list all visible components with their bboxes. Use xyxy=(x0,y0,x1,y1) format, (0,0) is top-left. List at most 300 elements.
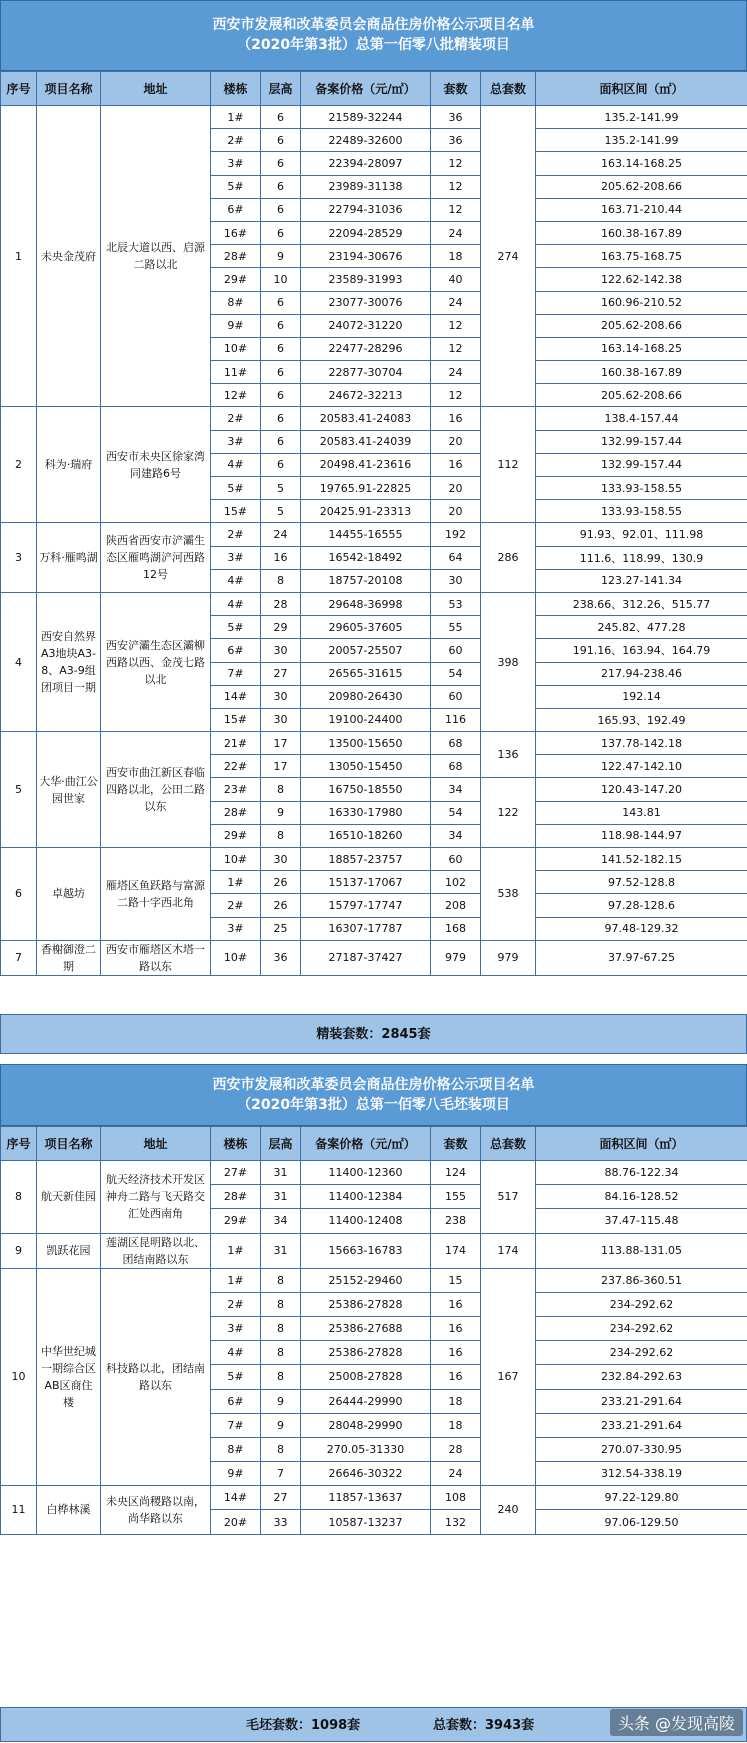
total-units-cell: 517 xyxy=(481,1161,536,1234)
area-range-cell: 122.62-142.38 xyxy=(536,268,747,291)
price-cell: 24072-31220 xyxy=(301,314,431,337)
floors-cell: 6 xyxy=(261,430,301,453)
table-header-row xyxy=(1,72,747,106)
units-cell: 24 xyxy=(431,1462,481,1486)
table-row xyxy=(1,1233,747,1268)
total-units-cell: 274 xyxy=(481,106,536,407)
floors-cell: 8 xyxy=(261,824,301,847)
units-cell: 54 xyxy=(431,801,481,824)
area-range-cell: 97.28-128.6 xyxy=(536,894,747,917)
building-cell: 29# xyxy=(211,824,261,847)
price-cell: 270.05-31330 xyxy=(301,1437,431,1461)
area-range-cell: 160.96-210.52 xyxy=(536,291,747,314)
total-units-cell: 174 xyxy=(481,1233,536,1268)
area-range-cell: 237.86-360.51 xyxy=(536,1268,747,1292)
units-cell: 16 xyxy=(431,1341,481,1365)
floors-cell: 8 xyxy=(261,778,301,801)
project-number: 7 xyxy=(1,940,37,975)
floors-cell: 33 xyxy=(261,1510,301,1534)
units-cell: 68 xyxy=(431,732,481,755)
title2-line-1: 西安市发展和改革委员会商品住房价格公示项目名单 xyxy=(1,1075,746,1095)
area-range-cell: 143.81 xyxy=(536,801,747,824)
area-range-cell: 111.6、118.99、130.9 xyxy=(536,546,747,569)
units-cell: 238 xyxy=(431,1209,481,1233)
area-range-cell: 91.93、92.01、111.98 xyxy=(536,523,747,546)
area-range-cell: 120.43-147.20 xyxy=(536,778,747,801)
units-cell: 12 xyxy=(431,175,481,198)
floors-cell: 6 xyxy=(261,384,301,407)
project-address: 莲湖区昆明路以北、团结南路以东 xyxy=(101,1233,211,1268)
units-cell: 20 xyxy=(431,477,481,500)
project-number: 3 xyxy=(1,523,37,593)
project-name: 凯跃花园 xyxy=(37,1233,101,1268)
column-header: 楼栋 xyxy=(211,1127,261,1161)
building-cell: 22# xyxy=(211,755,261,778)
area-range-cell: 97.52-128.8 xyxy=(536,871,747,894)
floors-cell: 30 xyxy=(261,848,301,871)
area-range-cell: 163.75-168.75 xyxy=(536,245,747,268)
building-cell: 5# xyxy=(211,175,261,198)
area-range-cell: 37.47-115.48 xyxy=(536,1209,747,1233)
units-cell: 30 xyxy=(431,569,481,592)
project-number: 9 xyxy=(1,1233,37,1268)
units-cell: 64 xyxy=(431,546,481,569)
price-cell: 11400-12408 xyxy=(301,1209,431,1233)
table-row xyxy=(1,407,747,430)
price-cell: 16510-18260 xyxy=(301,824,431,847)
title2-line-2: （2020年第3批）总第一佰零八毛坯装项目 xyxy=(1,1095,746,1115)
column-header: 总套数 xyxy=(481,1127,536,1161)
project-address: 西安市雁塔区木塔一路以东 xyxy=(101,940,211,975)
units-cell: 174 xyxy=(431,1233,481,1268)
building-cell: 4# xyxy=(211,453,261,476)
price-cell: 23194-30676 xyxy=(301,245,431,268)
building-cell: 10# xyxy=(211,848,261,871)
price-cell: 22489-32600 xyxy=(301,129,431,152)
floors-cell: 6 xyxy=(261,361,301,384)
price-cell: 16750-18550 xyxy=(301,778,431,801)
finished-projects-table xyxy=(0,71,747,976)
units-cell: 18 xyxy=(431,245,481,268)
building-cell: 4# xyxy=(211,569,261,592)
units-cell: 16 xyxy=(431,453,481,476)
area-range-cell: 205.62-208.66 xyxy=(536,384,747,407)
column-header: 面积区间（㎡） xyxy=(536,1127,747,1161)
project-address: 北辰大道以西、启源二路以北 xyxy=(101,106,211,407)
floors-cell: 6 xyxy=(261,129,301,152)
building-cell: 7# xyxy=(211,1413,261,1437)
floors-cell: 8 xyxy=(261,1268,301,1292)
price-cell: 29605-37605 xyxy=(301,616,431,639)
building-cell: 7# xyxy=(211,662,261,685)
floors-cell: 28 xyxy=(261,592,301,615)
area-range-cell: 141.52-182.15 xyxy=(536,848,747,871)
building-cell: 28# xyxy=(211,245,261,268)
project-number: 6 xyxy=(1,848,37,941)
floors-cell: 27 xyxy=(261,662,301,685)
finished-count: 精装套数：2845套 xyxy=(316,1027,430,1042)
floors-cell: 6 xyxy=(261,291,301,314)
floors-cell: 27 xyxy=(261,1486,301,1510)
price-cell: 19100-24400 xyxy=(301,708,431,731)
floors-cell: 17 xyxy=(261,755,301,778)
units-cell: 36 xyxy=(431,129,481,152)
units-cell: 34 xyxy=(431,824,481,847)
units-cell: 208 xyxy=(431,894,481,917)
building-cell: 8# xyxy=(211,291,261,314)
area-range-cell: 192.14 xyxy=(536,685,747,708)
building-cell: 5# xyxy=(211,1365,261,1389)
price-cell: 25386-27828 xyxy=(301,1292,431,1316)
building-cell: 5# xyxy=(211,477,261,500)
floors-cell: 10 xyxy=(261,268,301,291)
building-cell: 3# xyxy=(211,546,261,569)
area-range-cell: 137.78-142.18 xyxy=(536,732,747,755)
building-cell: 1# xyxy=(211,1268,261,1292)
building-cell: 2# xyxy=(211,894,261,917)
column-header: 项目名称 xyxy=(37,72,101,106)
units-cell: 18 xyxy=(431,1413,481,1437)
area-range-cell: 123.27-141.34 xyxy=(536,569,747,592)
area-range-cell: 234-292.62 xyxy=(536,1316,747,1340)
building-cell: 14# xyxy=(211,685,261,708)
floors-cell: 30 xyxy=(261,708,301,731)
column-header: 层高 xyxy=(261,72,301,106)
price-cell: 23989-31138 xyxy=(301,175,431,198)
floors-cell: 9 xyxy=(261,801,301,824)
units-cell: 12 xyxy=(431,314,481,337)
building-cell: 12# xyxy=(211,384,261,407)
units-cell: 132 xyxy=(431,1510,481,1534)
price-cell: 18857-23757 xyxy=(301,848,431,871)
area-range-cell: 97.22-129.80 xyxy=(536,1486,747,1510)
area-range-cell: 312.54-338.19 xyxy=(536,1462,747,1486)
section-title-rough xyxy=(0,1064,747,1126)
price-cell: 15137-17067 xyxy=(301,871,431,894)
price-cell: 11400-12384 xyxy=(301,1185,431,1209)
title-line-2: （2020年第3批）总第一佰零八批精装项目 xyxy=(1,35,746,55)
rough-count: 毛坯套数：1098套 xyxy=(246,1708,360,1743)
building-cell: 3# xyxy=(211,430,261,453)
price-cell: 26444-29990 xyxy=(301,1389,431,1413)
floors-cell: 36 xyxy=(261,940,301,975)
building-cell: 10# xyxy=(211,337,261,360)
floors-cell: 30 xyxy=(261,685,301,708)
units-cell: 168 xyxy=(431,917,481,940)
section-divider xyxy=(0,1054,747,1064)
building-cell: 29# xyxy=(211,268,261,291)
area-range-cell: 245.82、477.28 xyxy=(536,616,747,639)
total-units-cell: 979 xyxy=(481,940,536,975)
table-row xyxy=(1,848,747,871)
area-range-cell: 270.07-330.95 xyxy=(536,1437,747,1461)
building-cell: 20# xyxy=(211,1510,261,1534)
building-cell: 10# xyxy=(211,940,261,975)
area-range-cell: 205.62-208.66 xyxy=(536,175,747,198)
price-cell: 26646-30322 xyxy=(301,1462,431,1486)
building-cell: 2# xyxy=(211,523,261,546)
project-name: 万科·雁鸣湖 xyxy=(37,523,101,593)
units-cell: 15 xyxy=(431,1268,481,1292)
building-cell: 23# xyxy=(211,778,261,801)
project-address: 未央区尚稷路以南，尚华路以东 xyxy=(101,1486,211,1534)
units-cell: 55 xyxy=(431,616,481,639)
units-cell: 108 xyxy=(431,1486,481,1510)
floors-cell: 34 xyxy=(261,1209,301,1233)
total-units-cell: 112 xyxy=(481,407,536,523)
price-cell: 20057-25507 xyxy=(301,639,431,662)
units-cell: 40 xyxy=(431,268,481,291)
building-cell: 2# xyxy=(211,1292,261,1316)
price-cell: 19765.91-22825 xyxy=(301,477,431,500)
table-row xyxy=(1,1161,747,1185)
building-cell: 6# xyxy=(211,1389,261,1413)
floors-cell: 31 xyxy=(261,1185,301,1209)
project-name: 西安自然界A3地块A3-8、A3-9组团项目一期 xyxy=(37,592,101,731)
units-cell: 53 xyxy=(431,592,481,615)
area-range-cell: 217.94-238.46 xyxy=(536,662,747,685)
price-cell: 29648-36998 xyxy=(301,592,431,615)
building-cell: 1# xyxy=(211,1233,261,1268)
price-cell: 14455-16555 xyxy=(301,523,431,546)
floors-cell: 6 xyxy=(261,453,301,476)
price-cell: 22477-28296 xyxy=(301,337,431,360)
building-cell: 9# xyxy=(211,1462,261,1486)
column-header: 层高 xyxy=(261,1127,301,1161)
column-header: 地址 xyxy=(101,1127,211,1161)
building-cell: 8# xyxy=(211,1437,261,1461)
units-cell: 12 xyxy=(431,337,481,360)
project-name: 卓越坊 xyxy=(37,848,101,941)
price-cell: 25386-27828 xyxy=(301,1341,431,1365)
floors-cell: 8 xyxy=(261,569,301,592)
units-cell: 60 xyxy=(431,685,481,708)
project-address: 陕西省西安市浐灞生态区雁鸣湖浐河西路12号 xyxy=(101,523,211,593)
project-address: 科技路以北，团结南路以东 xyxy=(101,1268,211,1486)
area-range-cell: 163.14-168.25 xyxy=(536,337,747,360)
project-name: 航天新佳园 xyxy=(37,1161,101,1234)
area-range-cell: 133.93-158.55 xyxy=(536,500,747,523)
units-cell: 24 xyxy=(431,361,481,384)
price-cell: 22394-28097 xyxy=(301,152,431,175)
column-header: 序号 xyxy=(1,72,37,106)
building-cell: 11# xyxy=(211,361,261,384)
area-range-cell: 138.4-157.44 xyxy=(536,407,747,430)
area-range-cell: 234-292.62 xyxy=(536,1341,747,1365)
total-units-cell: 167 xyxy=(481,1268,536,1486)
area-range-cell: 234-292.62 xyxy=(536,1292,747,1316)
price-cell: 25386-27688 xyxy=(301,1316,431,1340)
table-row xyxy=(1,940,747,975)
price-cell: 11400-12360 xyxy=(301,1161,431,1185)
floors-cell: 31 xyxy=(261,1161,301,1185)
floors-cell: 6 xyxy=(261,221,301,244)
column-header: 楼栋 xyxy=(211,72,261,106)
table2-header-row xyxy=(1,1127,747,1161)
project-number: 1 xyxy=(1,106,37,407)
project-address: 西安市曲江新区春临四路以北，公田二路以东 xyxy=(101,732,211,848)
area-range-cell: 84.16-128.52 xyxy=(536,1185,747,1209)
units-cell: 20 xyxy=(431,430,481,453)
area-range-cell: 233.21-291.64 xyxy=(536,1389,747,1413)
project-address: 西安市未央区徐家湾同建路6号 xyxy=(101,407,211,523)
project-address: 西安浐灞生态区灞柳西路以西、金茂七路以北 xyxy=(101,592,211,731)
column-header: 序号 xyxy=(1,1127,37,1161)
price-cell: 20583.41-24039 xyxy=(301,430,431,453)
building-cell: 5# xyxy=(211,616,261,639)
units-cell: 979 xyxy=(431,940,481,975)
building-cell: 4# xyxy=(211,592,261,615)
column-header: 地址 xyxy=(101,72,211,106)
total-units-cell: 286 xyxy=(481,523,536,593)
floors-cell: 16 xyxy=(261,546,301,569)
area-range-cell: 97.48-129.32 xyxy=(536,917,747,940)
project-number: 5 xyxy=(1,732,37,848)
floors-cell: 6 xyxy=(261,152,301,175)
units-cell: 28 xyxy=(431,1437,481,1461)
project-name: 中华世纪城一期综合区AB区商住楼 xyxy=(37,1268,101,1486)
floors-cell: 8 xyxy=(261,1292,301,1316)
area-range-cell: 163.14-168.25 xyxy=(536,152,747,175)
project-number: 11 xyxy=(1,1486,37,1534)
building-cell: 28# xyxy=(211,1185,261,1209)
price-cell: 18757-20108 xyxy=(301,569,431,592)
floors-cell: 6 xyxy=(261,337,301,360)
price-cell: 15663-16783 xyxy=(301,1233,431,1268)
area-range-cell: 165.93、192.49 xyxy=(536,708,747,731)
floors-cell: 26 xyxy=(261,871,301,894)
units-cell: 60 xyxy=(431,848,481,871)
floors-cell: 6 xyxy=(261,175,301,198)
project-number: 4 xyxy=(1,592,37,731)
area-range-cell: 238.66、312.26、515.77 xyxy=(536,592,747,615)
price-cell: 11857-13637 xyxy=(301,1486,431,1510)
building-cell: 3# xyxy=(211,1316,261,1340)
units-cell: 68 xyxy=(431,755,481,778)
price-cell: 28048-29990 xyxy=(301,1413,431,1437)
rough-projects-table xyxy=(0,1126,747,1535)
units-cell: 20 xyxy=(431,500,481,523)
total-units-cell: 398 xyxy=(481,592,536,731)
building-cell: 6# xyxy=(211,639,261,662)
price-cell: 20498.41-23616 xyxy=(301,453,431,476)
price-cell: 25152-29460 xyxy=(301,1268,431,1292)
units-cell: 34 xyxy=(431,778,481,801)
project-number: 10 xyxy=(1,1268,37,1486)
grand-total-count: 总套数：3943套 xyxy=(433,1708,534,1743)
project-name: 未央金茂府 xyxy=(37,106,101,407)
floors-cell: 6 xyxy=(261,106,301,129)
units-cell: 16 xyxy=(431,1292,481,1316)
price-cell: 24672-32213 xyxy=(301,384,431,407)
project-address: 雁塔区鱼跃路与富源二路十字西北角 xyxy=(101,848,211,941)
table-row xyxy=(1,1268,747,1292)
table-row xyxy=(1,732,747,755)
units-cell: 24 xyxy=(431,291,481,314)
floors-cell: 9 xyxy=(261,1389,301,1413)
building-cell: 2# xyxy=(211,129,261,152)
building-cell: 3# xyxy=(211,917,261,940)
building-cell: 15# xyxy=(211,708,261,731)
area-range-cell: 113.88-131.05 xyxy=(536,1233,747,1268)
area-range-cell: 132.99-157.44 xyxy=(536,453,747,476)
floors-cell: 6 xyxy=(261,314,301,337)
column-header: 项目名称 xyxy=(37,1127,101,1161)
floors-cell: 25 xyxy=(261,917,301,940)
area-range-cell: 132.99-157.44 xyxy=(536,430,747,453)
building-cell: 1# xyxy=(211,871,261,894)
area-range-cell: 163.71-210.44 xyxy=(536,198,747,221)
price-cell: 13500-15650 xyxy=(301,732,431,755)
price-cell: 26565-31615 xyxy=(301,662,431,685)
price-cell: 20980-26430 xyxy=(301,685,431,708)
area-range-cell: 191.16、163.94、164.79 xyxy=(536,639,747,662)
area-range-cell: 97.06-129.50 xyxy=(536,1510,747,1534)
floors-cell: 6 xyxy=(261,198,301,221)
total-units-cell: 240 xyxy=(481,1486,536,1534)
finished-summary xyxy=(0,1014,747,1054)
table-row xyxy=(1,1486,747,1510)
units-cell: 16 xyxy=(431,1316,481,1340)
units-cell: 12 xyxy=(431,198,481,221)
floors-cell: 26 xyxy=(261,894,301,917)
section-title-finished xyxy=(0,0,747,71)
floors-cell: 8 xyxy=(261,1437,301,1461)
table-row xyxy=(1,592,747,615)
area-range-cell: 122.47-142.10 xyxy=(536,755,747,778)
price-cell: 16307-17787 xyxy=(301,917,431,940)
floors-cell: 6 xyxy=(261,407,301,430)
area-range-cell: 233.21-291.64 xyxy=(536,1413,747,1437)
project-number: 2 xyxy=(1,407,37,523)
units-cell: 60 xyxy=(431,639,481,662)
floors-cell: 5 xyxy=(261,477,301,500)
area-range-cell: 135.2-141.99 xyxy=(536,129,747,152)
area-range-cell: 135.2-141.99 xyxy=(536,106,747,129)
price-cell: 10587-13237 xyxy=(301,1510,431,1534)
floors-cell: 31 xyxy=(261,1233,301,1268)
price-cell: 25008-27828 xyxy=(301,1365,431,1389)
project-address: 航天经济技术开发区神舟二路与飞天路交汇处西南角 xyxy=(101,1161,211,1234)
area-range-cell: 160.38-167.89 xyxy=(536,221,747,244)
source-watermark: 头条 @发现高陵 xyxy=(610,1709,743,1736)
price-cell: 16542-18492 xyxy=(301,546,431,569)
area-range-cell: 118.98-144.97 xyxy=(536,824,747,847)
units-cell: 16 xyxy=(431,1365,481,1389)
price-cell: 15797-17747 xyxy=(301,894,431,917)
area-range-cell: 160.38-167.89 xyxy=(536,361,747,384)
title-line-1: 西安市发展和改革委员会商品住房价格公示项目名单 xyxy=(1,15,746,35)
area-range-cell: 37.97-67.25 xyxy=(536,940,747,975)
building-cell: 14# xyxy=(211,1486,261,1510)
units-cell: 16 xyxy=(431,407,481,430)
price-cell: 22794-31036 xyxy=(301,198,431,221)
column-header: 备案价格（元/㎡） xyxy=(301,1127,431,1161)
project-name: 科为·瑞府 xyxy=(37,407,101,523)
floors-cell: 7 xyxy=(261,1462,301,1486)
total-units-cell: 538 xyxy=(481,848,536,941)
project-name: 香榭御澄二期 xyxy=(37,940,101,975)
units-cell: 54 xyxy=(431,662,481,685)
building-cell: 4# xyxy=(211,1341,261,1365)
total-units-cell: 136 xyxy=(481,732,536,778)
units-cell: 124 xyxy=(431,1161,481,1185)
table-row xyxy=(1,523,747,546)
building-cell: 28# xyxy=(211,801,261,824)
building-cell: 3# xyxy=(211,152,261,175)
area-range-cell: 232.84-292.63 xyxy=(536,1365,747,1389)
price-cell: 20583.41-24083 xyxy=(301,407,431,430)
